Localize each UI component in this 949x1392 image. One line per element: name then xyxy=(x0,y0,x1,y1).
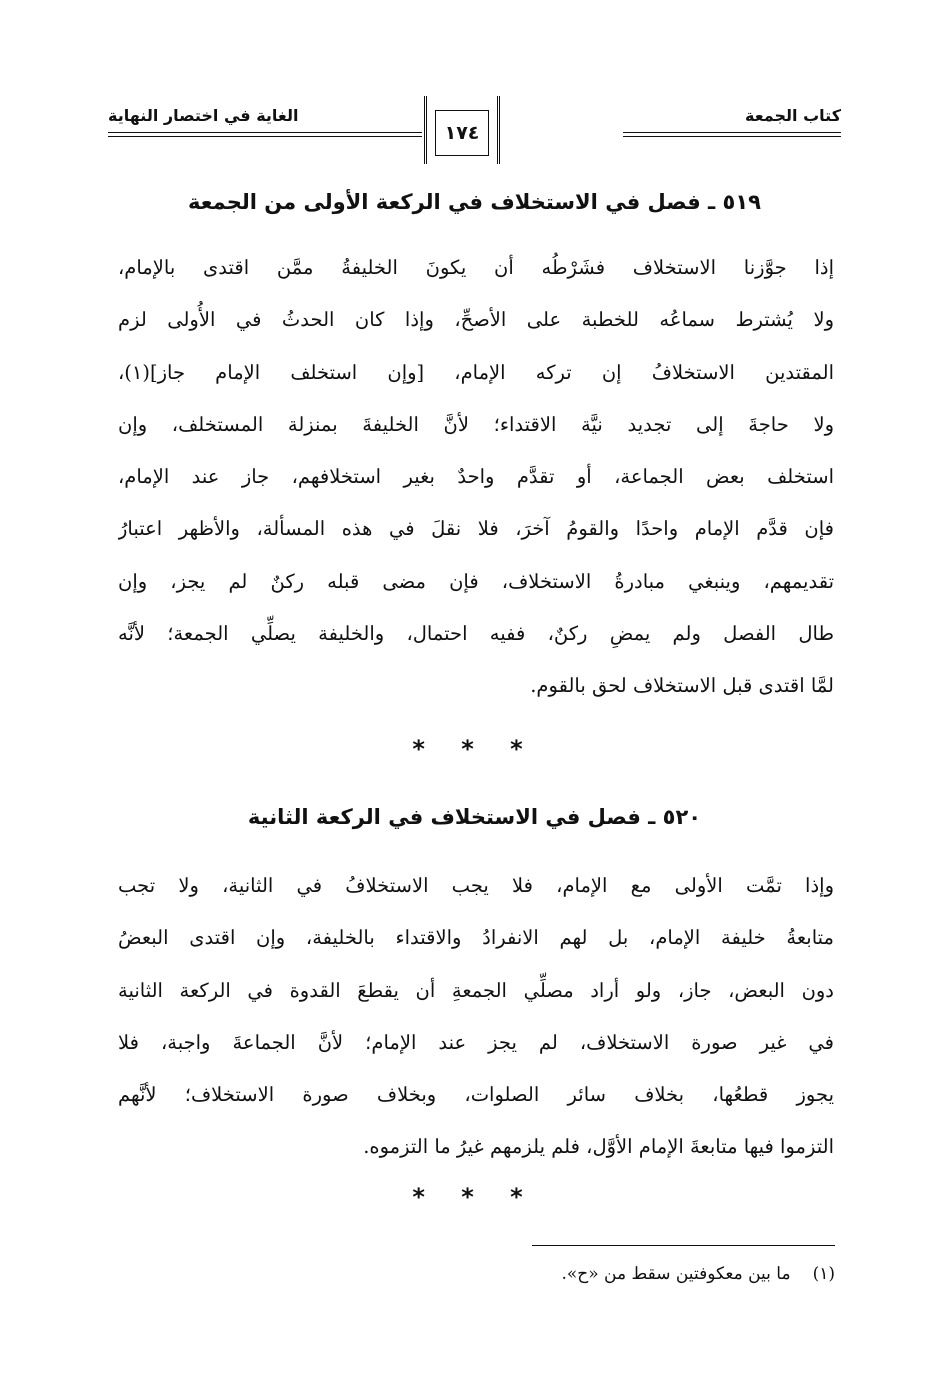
section-separator: * * * xyxy=(412,1183,537,1211)
footnote-number: (١) xyxy=(812,1264,835,1284)
text-line: ولا يُشترط سماعُه للخطبة على الأصحِّ، وإذا كان الحدثُ في الأُولى لزم xyxy=(118,308,834,332)
header-rule-left xyxy=(108,132,422,133)
text-line: المقتدين الاستخلافُ إن تركه الإمام، [وإن استخلف الإمام جاز](١)، xyxy=(118,360,834,384)
text-line: متابعةُ خليفة الإمام، بل لهم الانفرادُ والاقتداء بالخليفة، وإن اقتدى البعضُ xyxy=(118,926,834,950)
text-line: لمَّا اقتدى قبل الاستخلاف لحق بالقوم. xyxy=(530,674,834,698)
text-line: إذا جوَّزنا الاستخلاف فشَرْطُه أن يكونَ الخليفةُ ممَّن اقتدى بالإمام، xyxy=(118,256,834,279)
text-line: دون البعض، جاز، ولو أراد مصلِّي الجمعةِ أن يقطعَ القدوة في الركعة الثانية xyxy=(118,978,834,1002)
section-title-519: ٥١٩ ـ فصل في الاستخلاف في الركعة الأولى من الجمعة xyxy=(188,190,761,214)
section-520-body xyxy=(118,860,834,1174)
header-rule-right xyxy=(623,132,841,133)
page-number-frame xyxy=(424,96,500,164)
footnote-text: ما بين معكوفتين سقط من «ح». xyxy=(561,1264,791,1284)
header-rule-left-thin xyxy=(108,136,422,137)
book-title: الغاية في اختصار النهاية xyxy=(108,106,299,125)
page-header xyxy=(108,96,841,176)
section-title-520: ٥٢٠ ـ فصل في الاستخلاف في الركعة الثانية xyxy=(247,805,702,829)
text-line: في غير صورة الاستخلاف، لم يجز عند الإمام؛ لأنَّ الجماعةَ واجبة، فلا xyxy=(118,1030,834,1054)
page-number: ١٧٤ xyxy=(435,110,489,156)
section-separator: * * * xyxy=(412,735,537,763)
footnote-rule xyxy=(532,1245,835,1246)
text-line: طال الفصل ولم يمضِ ركنٌ، ففيه احتمال، والخليفة يصلِّي الجمعة؛ لأنَّه xyxy=(118,622,834,646)
text-line: فإن قدَّم الإمام واحدًا والقومُ آخرَ، فلا نقلَ في هذه المسألة، والأظهر اعتبارُ xyxy=(118,517,834,541)
text-line: وإذا تمَّت الأولى مع الإمام، فلا يجب الاستخلافُ في الثانية، ولا تجب xyxy=(118,874,834,897)
text-line: تقديمهم، وينبغي مبادرةُ الاستخلاف، فإن مضى قبله ركنٌ لم يجز، وإن xyxy=(118,569,834,593)
text-line: استخلف بعض الجماعة، أو تقدَّم واحدٌ بغير استخلافهم، جاز عند الإمام، xyxy=(118,465,834,489)
chapter-title: كتاب الجمعة xyxy=(745,106,841,125)
text-line: التزموا فيها متابعةَ الإمام الأوَّل، فلم يلزمهم غيرُ ما التزموه. xyxy=(363,1135,834,1159)
text-line: يجوز قطعُها، بخلاف سائر الصلوات، وبخلاف صورة الاستخلاف؛ لأنَّهم xyxy=(118,1083,834,1107)
header-rule-right-thin xyxy=(623,136,841,137)
footnote xyxy=(561,1264,835,1284)
section-519-body xyxy=(118,242,834,713)
text-line: ولا حاجةَ إلى تجديد نيَّة الاقتداء؛ لأنَّ الخليفةَ بمنزلة المستخلف، وإن xyxy=(118,412,834,436)
